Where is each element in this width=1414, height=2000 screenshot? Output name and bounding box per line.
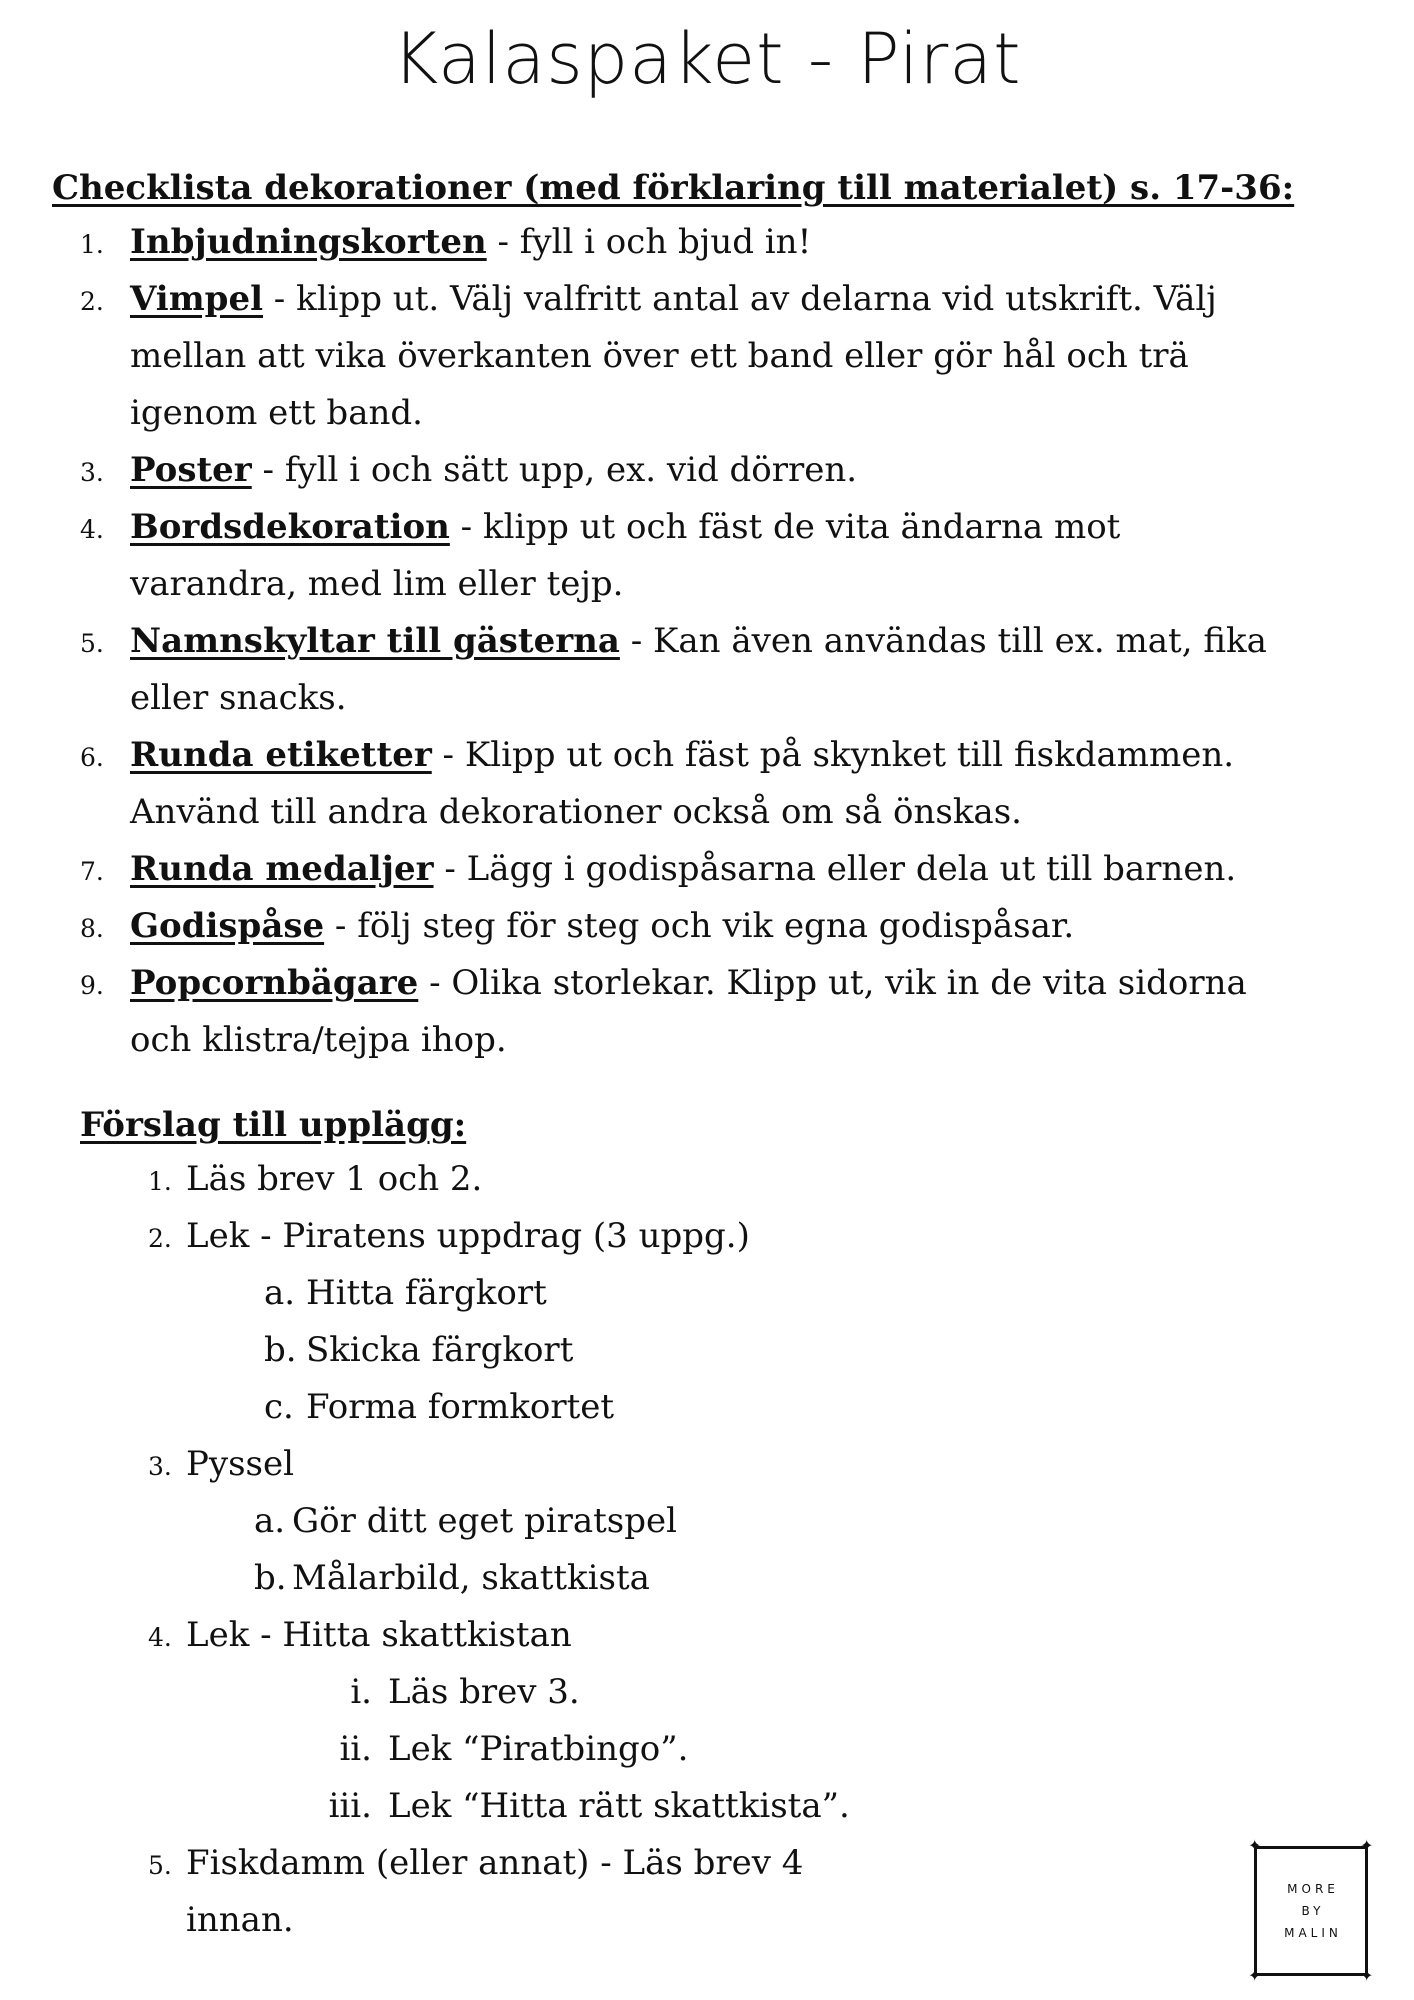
list-item: iii. Lek “Hitta rätt skattkista”. — [328, 1786, 850, 1826]
sparkle-icon: ✦ — [1360, 1966, 1374, 1985]
list-item: b. Skicka färgkort — [264, 1330, 574, 1370]
logo-text: MALIN — [1284, 1926, 1342, 1940]
sub-list — [186, 1664, 1400, 1835]
page-title: Kalaspaket - Pirat — [392, 18, 1022, 100]
list-item: 7. Runda medaljer - Lägg i godispåsarna eller dela ut till barnen. — [80, 849, 1237, 889]
sub-list — [186, 1265, 1400, 1436]
list-item: 2. Lek - Piratens uppdrag (3 uppg.) a. Hitta färgkort b. Skicka färgkort c. Forma formkortet — [148, 1208, 1400, 1436]
list-item: 8. Godispåse - följ steg för steg och vik egna godispåsar. — [80, 906, 1075, 946]
list-item: a. Gör ditt eget piratspel — [254, 1501, 677, 1541]
more-by-malin-logo — [1246, 1838, 1380, 1986]
list-item: 5. Namnskyltar till gästerna - Kan även användas till ex. mat, fika eller snacks. — [80, 621, 1267, 718]
list-item: 3. Pyssel a. Gör ditt eget piratspel b. Målarbild, skattkista — [148, 1436, 1400, 1607]
list-item: i. Läs brev 3. — [350, 1672, 580, 1712]
list-item: 9. Popcornbägare - Olika storlekar. Klipp ut, vik in de vita sidorna och klistra/tejpa ihop. — [80, 963, 1247, 1060]
list-item: 1. Läs brev 1 och 2. — [148, 1159, 483, 1199]
list-item: 2. Vimpel - klipp ut. Välj valfritt antal av delarna vid utskrift. Välj mellan att vika överkanten över ett band eller gör hål och trä igenom ett band. — [80, 279, 1217, 433]
plan-heading: Förslag till upplägg: — [80, 1105, 467, 1145]
logo-text: BY — [1301, 1904, 1325, 1918]
logo-frame — [1254, 1846, 1368, 1976]
sparkle-icon: ✦ — [1360, 1836, 1374, 1855]
list-item: b. Målarbild, skattkista — [254, 1558, 650, 1598]
plan-section — [80, 1105, 1400, 1949]
list-item: c. Forma formkortet — [264, 1387, 615, 1427]
list-item: a. Hitta färgkort — [264, 1273, 547, 1313]
list-item: 5. Fiskdamm (eller annat) - Läs brev 4 innan. — [148, 1843, 804, 1940]
list-item: 4. Bordsdekoration - klipp ut och fäst de vita ändarna mot varandra, med lim eller tejp. — [80, 507, 1121, 604]
logo-text: MORE — [1287, 1882, 1339, 1896]
plan-list — [80, 1151, 1400, 1949]
list-item: 3. Poster - fyll i och sätt upp, ex. vid dörren. — [80, 450, 858, 490]
checklist-heading: Checklista dekorationer (med förklaring till materialet) s. 17-36: — [52, 168, 1295, 208]
list-item: 6. Runda etiketter - Klipp ut och fäst på skynket till fiskdammen. Använd till andra dekorationer också om så önskas. — [80, 735, 1235, 832]
sparkle-icon: ✦ — [1248, 1966, 1262, 1985]
checklist-section — [52, 168, 1372, 1069]
sparkle-icon: ✦ — [1248, 1836, 1262, 1855]
sub-list — [186, 1493, 1400, 1607]
list-item: 4. Lek - Hitta skattkistan i. Läs brev 3. ii. Lek “Piratbingo”. iii. Lek “Hitta rätt skattkista”. — [148, 1607, 1400, 1835]
list-item: 1. Inbjudningskorten - fyll i och bjud in! — [80, 222, 812, 262]
checklist-list — [52, 214, 1372, 1069]
list-item: ii. Lek “Piratbingo”. — [339, 1729, 689, 1769]
